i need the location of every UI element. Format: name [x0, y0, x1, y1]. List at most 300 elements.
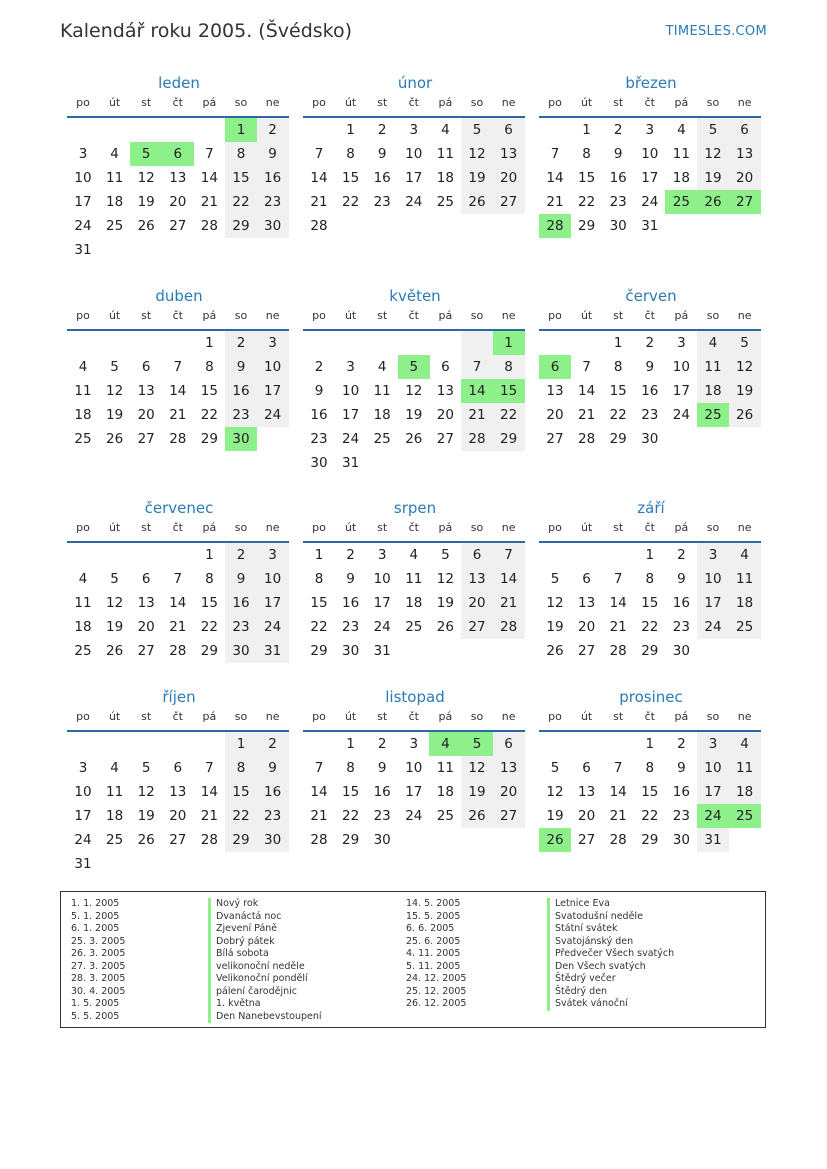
day-cell[interactable]: 15: [641, 784, 659, 800]
day-cell[interactable]: 19: [729, 379, 761, 403]
day-cell[interactable]: 21: [546, 194, 564, 210]
day-cell[interactable]: 10: [672, 359, 690, 375]
day-cell[interactable]: 24: [672, 407, 690, 423]
day-cell[interactable]: 18: [74, 619, 92, 635]
day-cell[interactable]: 3: [257, 543, 289, 567]
day-cell[interactable]: 29: [578, 218, 596, 234]
day-cell[interactable]: 6: [141, 359, 151, 375]
day-cell[interactable]: 21: [200, 194, 218, 210]
day-cell[interactable]: 29: [200, 643, 218, 659]
day-cell[interactable]: 16: [225, 591, 257, 615]
day-cell[interactable]: 3: [697, 732, 729, 756]
day-cell[interactable]: 31: [342, 455, 360, 471]
day-cell[interactable]: 10: [697, 567, 729, 591]
day-cell[interactable]: 9: [645, 359, 655, 375]
day-cell[interactable]: 29: [342, 832, 360, 848]
day-cell[interactable]: 28: [310, 832, 328, 848]
day-cell[interactable]: 15: [342, 784, 360, 800]
day-cell[interactable]: 1: [346, 736, 355, 752]
day-cell[interactable]: 30: [641, 431, 659, 447]
day-cell[interactable]: 19: [546, 619, 564, 635]
day-cell[interactable]: 24: [342, 431, 360, 447]
day-cell[interactable]: 23: [373, 808, 391, 824]
day-cell[interactable]: 11: [729, 567, 761, 591]
day-cell[interactable]: 8: [582, 146, 591, 162]
day-cell[interactable]: 30: [672, 832, 690, 848]
day-cell[interactable]: 25: [436, 194, 454, 210]
day-cell[interactable]: 20: [493, 780, 525, 804]
holiday-day-cell[interactable]: 28: [539, 214, 571, 238]
day-cell[interactable]: 2: [645, 335, 655, 351]
day-cell[interactable]: 12: [137, 170, 155, 186]
day-cell[interactable]: 19: [461, 166, 493, 190]
day-cell[interactable]: 18: [436, 170, 454, 186]
day-cell[interactable]: 16: [609, 170, 627, 186]
holiday-day-cell[interactable]: 26: [539, 828, 571, 852]
day-cell[interactable]: 3: [645, 122, 655, 138]
day-cell[interactable]: 12: [436, 571, 454, 587]
day-cell[interactable]: 20: [169, 194, 187, 210]
day-cell[interactable]: 6: [493, 732, 525, 756]
holiday-day-cell[interactable]: 5: [461, 732, 493, 756]
day-cell[interactable]: 22: [200, 407, 218, 423]
day-cell[interactable]: 16: [310, 407, 328, 423]
day-cell[interactable]: 27: [137, 431, 155, 447]
day-cell[interactable]: 22: [225, 190, 257, 214]
day-cell[interactable]: 4: [78, 359, 88, 375]
day-cell[interactable]: 10: [405, 760, 423, 776]
day-cell[interactable]: 23: [373, 194, 391, 210]
day-cell[interactable]: 21: [578, 407, 596, 423]
day-cell[interactable]: 12: [461, 756, 493, 780]
holiday-day-cell[interactable]: 26: [697, 190, 729, 214]
day-cell[interactable]: 2: [257, 732, 289, 756]
day-cell[interactable]: 8: [346, 760, 355, 776]
day-cell[interactable]: 17: [373, 595, 391, 611]
day-cell[interactable]: 7: [314, 146, 324, 162]
day-cell[interactable]: 2: [677, 736, 686, 752]
day-cell[interactable]: 13: [137, 383, 155, 399]
holiday-day-cell[interactable]: 25: [697, 403, 729, 427]
day-cell[interactable]: 27: [493, 804, 525, 828]
day-cell[interactable]: 27: [578, 643, 596, 659]
day-cell[interactable]: 3: [697, 543, 729, 567]
day-cell[interactable]: 25: [373, 431, 391, 447]
holiday-day-cell[interactable]: 6: [162, 142, 194, 166]
holiday-day-cell[interactable]: 24: [697, 804, 729, 828]
holiday-day-cell[interactable]: 27: [729, 190, 761, 214]
day-cell[interactable]: 24: [257, 403, 289, 427]
day-cell[interactable]: 14: [200, 170, 218, 186]
day-cell[interactable]: 2: [346, 547, 355, 563]
day-cell[interactable]: 28: [310, 218, 328, 234]
day-cell[interactable]: 1: [613, 335, 623, 351]
day-cell[interactable]: 20: [461, 591, 493, 615]
day-cell[interactable]: 17: [74, 808, 92, 824]
day-cell[interactable]: 10: [641, 146, 659, 162]
day-cell[interactable]: 22: [493, 403, 525, 427]
day-cell[interactable]: 16: [225, 379, 257, 403]
day-cell[interactable]: 1: [346, 122, 355, 138]
day-cell[interactable]: 20: [169, 808, 187, 824]
day-cell[interactable]: 12: [546, 784, 564, 800]
day-cell[interactable]: 3: [346, 359, 355, 375]
day-cell[interactable]: 29: [225, 214, 257, 238]
day-cell[interactable]: 20: [137, 407, 155, 423]
day-cell[interactable]: 21: [609, 808, 627, 824]
day-cell[interactable]: 13: [169, 784, 187, 800]
day-cell[interactable]: 2: [314, 359, 324, 375]
day-cell[interactable]: 3: [409, 122, 419, 138]
day-cell[interactable]: 3: [677, 335, 686, 351]
day-cell[interactable]: 19: [106, 619, 124, 635]
day-cell[interactable]: 25: [436, 808, 454, 824]
day-cell[interactable]: 31: [373, 643, 391, 659]
day-cell[interactable]: 26: [106, 431, 124, 447]
day-cell[interactable]: 21: [493, 591, 525, 615]
day-cell[interactable]: 19: [697, 166, 729, 190]
day-cell[interactable]: 15: [578, 170, 596, 186]
day-cell[interactable]: 9: [677, 571, 686, 587]
day-cell[interactable]: 5: [729, 331, 761, 355]
day-cell[interactable]: 25: [74, 643, 92, 659]
day-cell[interactable]: 6: [441, 359, 450, 375]
day-cell[interactable]: 17: [257, 379, 289, 403]
day-cell[interactable]: 15: [225, 780, 257, 804]
day-cell[interactable]: 2: [677, 547, 686, 563]
day-cell[interactable]: 24: [405, 808, 423, 824]
day-cell[interactable]: 30: [672, 643, 690, 659]
day-cell[interactable]: 7: [613, 760, 623, 776]
day-cell[interactable]: 13: [578, 784, 596, 800]
day-cell[interactable]: 30: [310, 455, 328, 471]
day-cell[interactable]: 4: [78, 571, 88, 587]
day-cell[interactable]: 9: [225, 567, 257, 591]
day-cell[interactable]: 1: [645, 736, 655, 752]
day-cell[interactable]: 20: [729, 166, 761, 190]
day-cell[interactable]: 5: [550, 571, 560, 587]
day-cell[interactable]: 4: [377, 359, 387, 375]
day-cell[interactable]: 11: [729, 756, 761, 780]
day-cell[interactable]: 19: [546, 808, 564, 824]
day-cell[interactable]: 10: [697, 756, 729, 780]
day-cell[interactable]: 11: [74, 595, 92, 611]
day-cell[interactable]: 6: [493, 118, 525, 142]
day-cell[interactable]: 19: [137, 194, 155, 210]
day-cell[interactable]: 25: [729, 615, 761, 639]
day-cell[interactable]: 14: [493, 567, 525, 591]
day-cell[interactable]: 6: [582, 760, 591, 776]
day-cell[interactable]: 11: [697, 355, 729, 379]
day-cell[interactable]: 21: [609, 619, 627, 635]
day-cell[interactable]: 20: [578, 619, 596, 635]
day-cell[interactable]: 6: [729, 118, 761, 142]
day-cell[interactable]: 12: [461, 142, 493, 166]
day-cell[interactable]: 12: [137, 784, 155, 800]
day-cell[interactable]: 18: [405, 595, 423, 611]
day-cell[interactable]: 7: [613, 571, 623, 587]
day-cell[interactable]: 10: [257, 567, 289, 591]
day-cell[interactable]: 31: [74, 856, 92, 872]
holiday-day-cell[interactable]: 30: [225, 427, 257, 451]
day-cell[interactable]: 17: [405, 170, 423, 186]
day-cell[interactable]: 28: [169, 643, 187, 659]
day-cell[interactable]: 18: [106, 194, 124, 210]
day-cell[interactable]: 27: [493, 190, 525, 214]
day-cell[interactable]: 4: [110, 146, 119, 162]
day-cell[interactable]: 13: [436, 383, 454, 399]
day-cell[interactable]: 19: [405, 407, 423, 423]
day-cell[interactable]: 16: [257, 780, 289, 804]
day-cell[interactable]: 22: [342, 808, 360, 824]
day-cell[interactable]: 20: [436, 407, 454, 423]
day-cell[interactable]: 29: [493, 427, 525, 451]
day-cell[interactable]: 23: [225, 403, 257, 427]
day-cell[interactable]: 5: [697, 118, 729, 142]
day-cell[interactable]: 2: [225, 543, 257, 567]
day-cell[interactable]: 11: [672, 146, 690, 162]
day-cell[interactable]: 24: [641, 194, 659, 210]
day-cell[interactable]: 11: [373, 383, 391, 399]
day-cell[interactable]: 22: [225, 804, 257, 828]
day-cell[interactable]: 9: [346, 571, 355, 587]
day-cell[interactable]: 1: [225, 732, 257, 756]
holiday-day-cell[interactable]: 5: [398, 355, 430, 379]
day-cell[interactable]: 5: [441, 547, 450, 563]
day-cell[interactable]: 16: [342, 595, 360, 611]
day-cell[interactable]: 8: [613, 359, 623, 375]
day-cell[interactable]: 2: [377, 736, 387, 752]
day-cell[interactable]: 19: [137, 808, 155, 824]
day-cell[interactable]: 19: [106, 407, 124, 423]
day-cell[interactable]: 24: [74, 218, 92, 234]
day-cell[interactable]: 5: [110, 571, 119, 587]
day-cell[interactable]: 14: [310, 784, 328, 800]
day-cell[interactable]: 26: [436, 619, 454, 635]
day-cell[interactable]: 26: [137, 218, 155, 234]
day-cell[interactable]: 17: [405, 784, 423, 800]
day-cell[interactable]: 8: [346, 146, 355, 162]
day-cell[interactable]: 5: [110, 359, 119, 375]
day-cell[interactable]: 18: [697, 379, 729, 403]
day-cell[interactable]: 16: [373, 784, 391, 800]
day-cell[interactable]: 4: [441, 122, 450, 138]
day-cell[interactable]: 7: [550, 146, 560, 162]
day-cell[interactable]: 14: [546, 170, 564, 186]
day-cell[interactable]: 15: [609, 383, 627, 399]
holiday-day-cell[interactable]: 5: [130, 142, 162, 166]
day-cell[interactable]: 11: [74, 383, 92, 399]
day-cell[interactable]: 25: [106, 218, 124, 234]
day-cell[interactable]: 5: [550, 760, 560, 776]
day-cell[interactable]: 5: [141, 760, 151, 776]
day-cell[interactable]: 6: [141, 571, 151, 587]
day-cell[interactable]: 3: [409, 736, 419, 752]
day-cell[interactable]: 23: [672, 619, 690, 635]
day-cell[interactable]: 4: [677, 122, 686, 138]
day-cell[interactable]: 26: [106, 643, 124, 659]
day-cell[interactable]: 11: [405, 571, 423, 587]
day-cell[interactable]: 17: [342, 407, 360, 423]
day-cell[interactable]: 17: [697, 591, 729, 615]
day-cell[interactable]: 1: [205, 547, 214, 563]
day-cell[interactable]: 12: [546, 595, 564, 611]
day-cell[interactable]: 22: [609, 407, 627, 423]
day-cell[interactable]: 12: [697, 142, 729, 166]
day-cell[interactable]: 13: [493, 142, 525, 166]
day-cell[interactable]: 13: [169, 170, 187, 186]
day-cell[interactable]: 24: [405, 194, 423, 210]
day-cell[interactable]: 23: [641, 407, 659, 423]
day-cell[interactable]: 23: [257, 804, 289, 828]
day-cell[interactable]: 8: [205, 359, 214, 375]
holiday-day-cell[interactable]: 25: [729, 804, 761, 828]
day-cell[interactable]: 18: [106, 808, 124, 824]
day-cell[interactable]: 7: [493, 543, 525, 567]
day-cell[interactable]: 4: [729, 732, 761, 756]
day-cell[interactable]: 22: [200, 619, 218, 635]
day-cell[interactable]: 27: [169, 832, 187, 848]
day-cell[interactable]: 30: [257, 214, 289, 238]
day-cell[interactable]: 27: [578, 832, 596, 848]
day-cell[interactable]: 12: [106, 595, 124, 611]
day-cell[interactable]: 4: [697, 331, 729, 355]
day-cell[interactable]: 9: [225, 355, 257, 379]
day-cell[interactable]: 9: [314, 383, 324, 399]
day-cell[interactable]: 18: [729, 780, 761, 804]
day-cell[interactable]: 23: [310, 431, 328, 447]
day-cell[interactable]: 15: [225, 166, 257, 190]
day-cell[interactable]: 17: [74, 194, 92, 210]
day-cell[interactable]: 25: [405, 619, 423, 635]
day-cell[interactable]: 20: [493, 166, 525, 190]
day-cell[interactable]: 29: [641, 643, 659, 659]
day-cell[interactable]: 9: [677, 760, 686, 776]
day-cell[interactable]: 12: [106, 383, 124, 399]
day-cell[interactable]: 10: [74, 170, 92, 186]
day-cell[interactable]: 11: [436, 146, 454, 162]
day-cell[interactable]: 14: [578, 383, 596, 399]
day-cell[interactable]: 23: [609, 194, 627, 210]
day-cell[interactable]: 14: [169, 595, 187, 611]
day-cell[interactable]: 17: [697, 780, 729, 804]
day-cell[interactable]: 17: [672, 383, 690, 399]
day-cell[interactable]: 13: [137, 595, 155, 611]
day-cell[interactable]: 19: [436, 595, 454, 611]
day-cell[interactable]: 21: [310, 194, 328, 210]
day-cell[interactable]: 16: [373, 170, 391, 186]
day-cell[interactable]: 9: [613, 146, 623, 162]
day-cell[interactable]: 24: [697, 615, 729, 639]
day-cell[interactable]: 3: [377, 547, 387, 563]
day-cell[interactable]: 7: [205, 760, 214, 776]
day-cell[interactable]: 28: [200, 218, 218, 234]
day-cell[interactable]: 25: [106, 832, 124, 848]
day-cell[interactable]: 8: [645, 760, 655, 776]
holiday-day-cell[interactable]: 1: [493, 331, 525, 355]
day-cell[interactable]: 15: [310, 595, 328, 611]
day-cell[interactable]: 10: [74, 784, 92, 800]
day-cell[interactable]: 1: [582, 122, 591, 138]
day-cell[interactable]: 26: [546, 643, 564, 659]
day-cell[interactable]: 23: [672, 808, 690, 824]
day-cell[interactable]: 21: [461, 403, 493, 427]
day-cell[interactable]: 6: [582, 571, 591, 587]
day-cell[interactable]: 26: [461, 190, 493, 214]
day-cell[interactable]: 3: [78, 146, 88, 162]
day-cell[interactable]: 1: [205, 335, 214, 351]
day-cell[interactable]: 30: [609, 218, 627, 234]
day-cell[interactable]: 8: [225, 142, 257, 166]
day-cell[interactable]: 1: [314, 547, 324, 563]
day-cell[interactable]: 8: [314, 571, 324, 587]
day-cell[interactable]: 20: [137, 619, 155, 635]
day-cell[interactable]: 14: [310, 170, 328, 186]
day-cell[interactable]: 8: [493, 355, 525, 379]
day-cell[interactable]: 17: [641, 170, 659, 186]
day-cell[interactable]: 23: [257, 190, 289, 214]
day-cell[interactable]: 9: [377, 760, 387, 776]
day-cell[interactable]: 21: [169, 407, 187, 423]
day-cell[interactable]: 7: [173, 359, 183, 375]
day-cell[interactable]: 24: [74, 832, 92, 848]
day-cell[interactable]: 15: [200, 595, 218, 611]
day-cell[interactable]: 20: [578, 808, 596, 824]
day-cell[interactable]: 13: [546, 383, 564, 399]
day-cell[interactable]: 28: [609, 643, 627, 659]
day-cell[interactable]: 22: [578, 194, 596, 210]
day-cell[interactable]: 22: [641, 808, 659, 824]
holiday-day-cell[interactable]: 6: [539, 355, 571, 379]
day-cell[interactable]: 10: [405, 146, 423, 162]
day-cell[interactable]: 4: [110, 760, 119, 776]
day-cell[interactable]: 7: [461, 355, 493, 379]
holiday-day-cell[interactable]: 14: [461, 379, 493, 403]
day-cell[interactable]: 22: [342, 194, 360, 210]
day-cell[interactable]: 7: [173, 571, 183, 587]
day-cell[interactable]: 16: [672, 595, 690, 611]
day-cell[interactable]: 19: [461, 780, 493, 804]
day-cell[interactable]: 13: [493, 756, 525, 780]
day-cell[interactable]: 28: [609, 832, 627, 848]
day-cell[interactable]: 23: [225, 615, 257, 639]
day-cell[interactable]: 27: [436, 431, 454, 447]
day-cell[interactable]: 31: [641, 218, 659, 234]
day-cell[interactable]: 14: [609, 595, 627, 611]
day-cell[interactable]: 20: [546, 407, 564, 423]
day-cell[interactable]: 13: [729, 142, 761, 166]
day-cell[interactable]: 9: [377, 146, 387, 162]
day-cell[interactable]: 18: [373, 407, 391, 423]
day-cell[interactable]: 8: [225, 756, 257, 780]
day-cell[interactable]: 22: [310, 619, 328, 635]
day-cell[interactable]: 10: [257, 355, 289, 379]
day-cell[interactable]: 25: [74, 431, 92, 447]
day-cell[interactable]: 15: [342, 170, 360, 186]
day-cell[interactable]: 28: [169, 431, 187, 447]
day-cell[interactable]: 16: [257, 166, 289, 190]
day-cell[interactable]: 7: [205, 146, 214, 162]
day-cell[interactable]: 18: [436, 784, 454, 800]
holiday-day-cell[interactable]: 4: [429, 732, 461, 756]
day-cell[interactable]: 26: [405, 431, 423, 447]
day-cell[interactable]: 16: [672, 784, 690, 800]
day-cell[interactable]: 4: [729, 543, 761, 567]
day-cell[interactable]: 18: [729, 591, 761, 615]
day-cell[interactable]: 27: [169, 218, 187, 234]
day-cell[interactable]: 11: [106, 170, 124, 186]
brand-logo[interactable]: TIMESLES.COM: [665, 24, 767, 39]
